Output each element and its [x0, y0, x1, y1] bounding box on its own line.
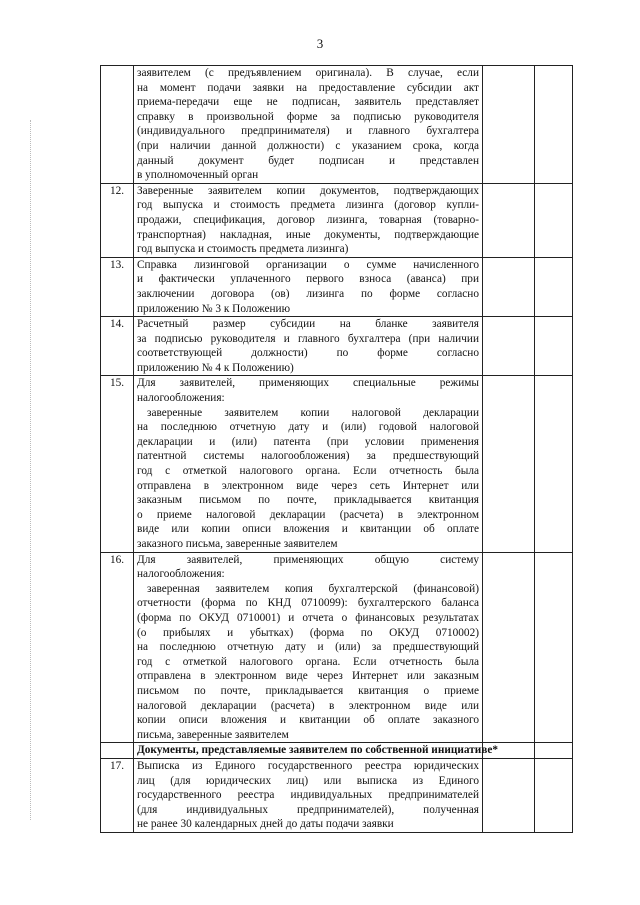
row-document-description — [134, 183, 483, 257]
text-line: (для индивидуальных предпринимателей), полученная — [137, 803, 479, 816]
text-line: на момент подачи заявки на предоставление субсидии акт — [137, 81, 479, 94]
row-document-description — [134, 257, 483, 316]
row-number — [101, 66, 134, 184]
text-line: налоговой декларации (расчета) в электронном виде или — [137, 699, 479, 712]
empty-cell-mark — [483, 376, 535, 552]
text-line: и фактически уплаченного первого взноса (аванса) при — [137, 273, 479, 286]
text-line: за подписью руководителя и главного бухгалтера (при наличии — [137, 332, 479, 345]
text-line: приложению № 4 к Положению) — [137, 361, 294, 374]
text-line: государственного реестра индивидуальных предпринимателей — [137, 789, 479, 802]
text-line: год с отметкой налогового органа. Если отчетность была — [137, 655, 479, 668]
row-number: 13. — [101, 257, 134, 316]
empty-cell-note — [535, 552, 573, 743]
documents-table-body — [101, 66, 573, 833]
text-line: налогообложения: — [137, 392, 225, 405]
text-line: о приеме налоговой декларации (расчета) в электронном — [137, 508, 479, 521]
text-line: данный документ будет подписан и представлен — [137, 154, 479, 167]
table-row — [101, 317, 573, 376]
empty-cell-note — [535, 758, 573, 832]
row-number: 14. — [101, 317, 134, 376]
text-line: заказным письмом по почте, прикладывается квитанция — [137, 494, 479, 507]
text-line: в уполномоченный орган — [137, 169, 259, 182]
text-line: Выписка из Единого государственного реестра юридических — [137, 759, 479, 772]
row-document-description — [134, 758, 483, 832]
text-line: лиц (для юридических лиц) или выписка из Единого — [137, 774, 479, 787]
text-line: заверенные заявителем копии налоговой декларации — [147, 406, 479, 419]
table-row — [101, 183, 573, 257]
text-line: письма, заверенные заявителем — [137, 728, 289, 741]
text-line: приема-передачи еще не подписан, заявитель представляет — [137, 96, 479, 109]
text-line: год выпуска и стоимость предмета лизинга (договор купли- — [137, 199, 479, 212]
text-line: отправлена в электронном виде через Интернет или заказным — [137, 670, 479, 683]
empty-cell-note — [535, 66, 573, 184]
text-line: заключении договора (ов) лизинга по форме согласно — [137, 287, 479, 300]
text-line: (о прибылях и убытках) (форма по ОКУД 0710002) — [137, 626, 479, 639]
empty-cell-mark — [483, 317, 535, 376]
text-line: заявителем (с предъявлением оригинала). В случае, если — [137, 67, 479, 79]
text-line: Заверенные заявителем копии документов, подтверждающих — [137, 184, 479, 197]
empty-cell-mark — [483, 66, 535, 184]
text-line: продажи, спецификация, договор лизинга, товарная (товарно- — [137, 213, 479, 226]
text-line: приложению № 3 к Положению — [137, 302, 291, 315]
empty-cell-note — [535, 743, 573, 759]
text-line: (индивидуального предпринимателя) и главного бухгалтера — [137, 125, 479, 138]
page-number: 3 — [316, 36, 324, 51]
row-number: 12. — [101, 183, 134, 257]
text-line: декларации и (или) патента (при условии применения — [137, 435, 479, 448]
empty-cell-mark — [483, 183, 535, 257]
text-line: заказного письма, заверенные заявителем — [137, 538, 338, 550]
section-heading: Документы, представляемые заявителем по собственной инициативе* — [137, 744, 499, 757]
scan-margin-artifact — [30, 120, 31, 820]
row-number: 16. — [101, 552, 134, 743]
text-line: налогообложения: — [137, 568, 225, 581]
text-line: соответствующей должности) по форме согласно — [137, 347, 479, 360]
table-row — [101, 552, 573, 743]
empty-cell-mark — [483, 552, 535, 743]
table-row — [101, 743, 573, 759]
text-line: Для заявителей, применяющих специальные режимы — [137, 377, 479, 390]
text-line: письмом по почте, прикладывается квитанция о приеме — [137, 684, 479, 697]
text-line: Справка лизинговой организации о сумме начисленного — [137, 258, 479, 271]
table-row — [101, 376, 573, 552]
row-number — [101, 743, 134, 759]
text-line: транспортная) накладная, иные документы, подтверждающие — [137, 228, 479, 241]
text-line: виде или копии описи вложения и квитанции об оплате — [137, 523, 479, 536]
text-line: патентной системы налогообложения) за предшествующий — [137, 450, 479, 463]
text-line: заверенная заявителем копия бухгалтерской (финансовой) — [147, 582, 479, 595]
text-line: (форма по ОКУД 0710001) и отчета о финансовых результатах — [137, 611, 479, 624]
table-row — [101, 257, 573, 316]
row-document-description — [134, 376, 483, 552]
text-line: Расчетный размер субсидии на бланке заявителя — [137, 318, 479, 331]
text-line: Для заявителей, применяющих общую систему — [137, 553, 479, 566]
row-document-description — [134, 66, 483, 184]
row-document-description — [134, 317, 483, 376]
row-number: 15. — [101, 376, 134, 552]
text-line: год с отметкой налогового органа. Если отчетность была — [137, 465, 479, 478]
text-line: копии описи вложения и квитанции об оплате заказного — [137, 714, 479, 727]
empty-cell-note — [535, 257, 573, 316]
text-line: на последнюю отчетную дату и (или) годовой налоговой — [137, 421, 479, 434]
text-line: (при наличии данной должности) с указанием срока, когда — [137, 139, 479, 152]
empty-cell-note — [535, 317, 573, 376]
text-line: отчетности (форма по КНД 0710099): бухгалтерского баланса — [137, 597, 479, 610]
row-document-description — [134, 552, 483, 743]
text-line: год выпуска и стоимость предмета лизинга) — [137, 243, 349, 256]
documents-table — [100, 65, 573, 833]
text-line: справку в произвольной форме за подписью руководителя — [137, 110, 479, 123]
table-row — [101, 758, 573, 832]
table-row — [101, 66, 573, 184]
empty-cell-note — [535, 183, 573, 257]
row-document-description — [134, 743, 499, 759]
text-line: на последнюю отчетную дату и (или) за предшествующий — [137, 641, 479, 654]
empty-cell-mark — [483, 257, 535, 316]
empty-cell-mark — [483, 758, 535, 832]
text-line: не ранее 30 календарных дней до даты подачи заявки — [137, 818, 394, 831]
text-line: отправлена в электронном виде через сеть Интернет или — [137, 479, 479, 492]
empty-cell-note — [535, 376, 573, 552]
row-number: 17. — [101, 758, 134, 832]
